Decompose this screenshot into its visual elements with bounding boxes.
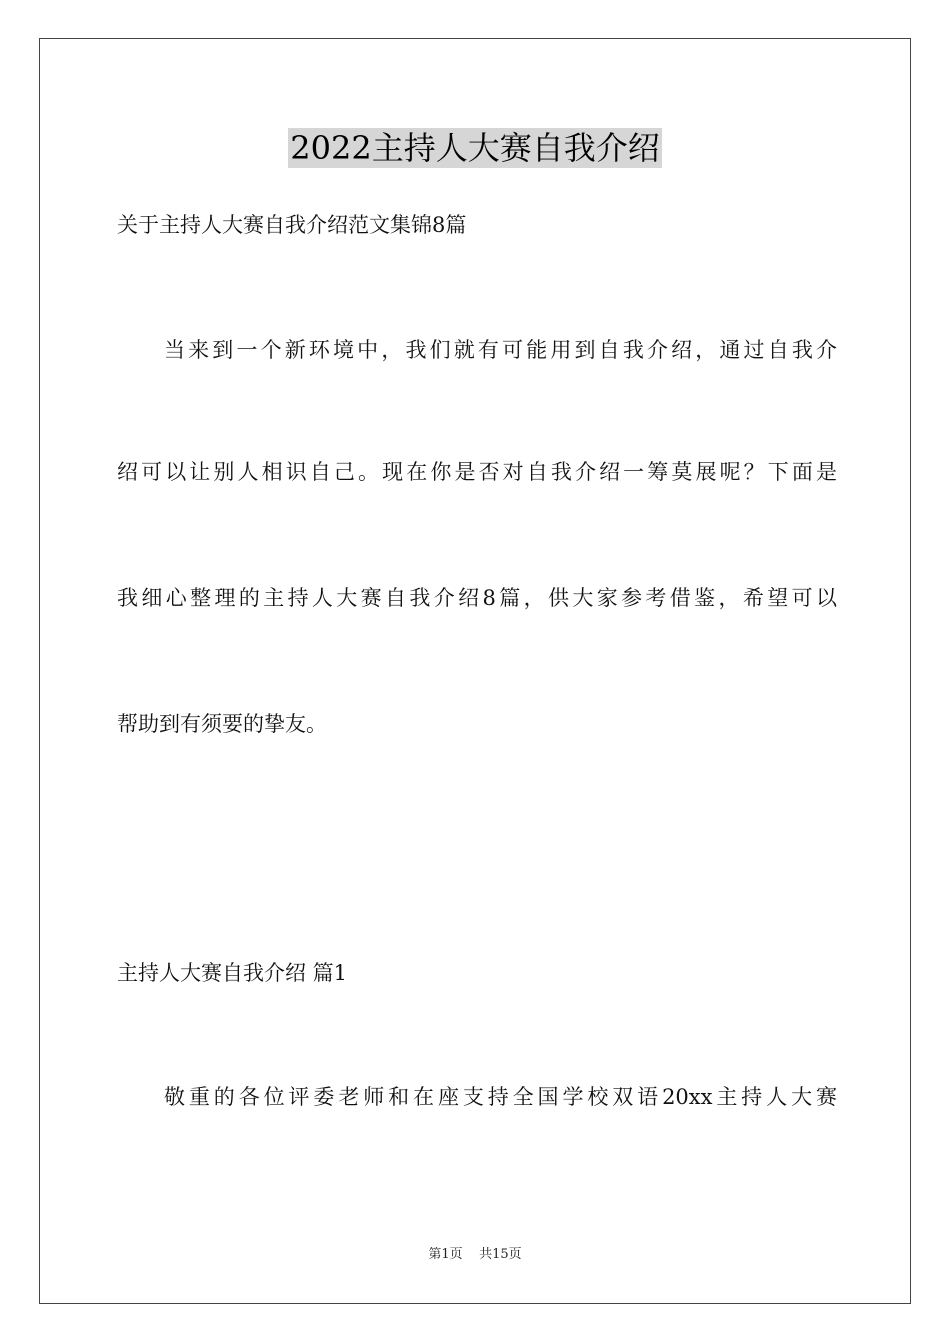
page-total: 共15页 [479,1247,522,1262]
section-heading: 主持人大赛自我介绍 篇1 [117,961,348,985]
document-title: 2022主持人大赛自我介绍 [290,129,660,167]
page-footer [0,1246,950,1264]
intro-line-2: 绍可以让别人相识自己。现在你是否对自我介绍一筹莫展呢？下面是 [117,460,837,484]
page-number: 第1页 [428,1247,463,1262]
intro-line-1: 当来到一个新环境中，我们就有可能用到自我介绍，通过自我介 [164,338,837,362]
title-container [0,128,950,168]
section-first-line: 敬重的各位评委老师和在座支持全国学校双语20xx主持人大赛 [164,1085,837,1109]
document-subtitle: 关于主持人大赛自我介绍范文集锦8篇 [117,213,467,237]
intro-line-4: 帮助到有须要的挚友。 [117,712,327,736]
intro-line-3: 我细心整理的主持人大赛自我介绍8篇，供大家参考借鉴，希望可以 [117,586,837,610]
